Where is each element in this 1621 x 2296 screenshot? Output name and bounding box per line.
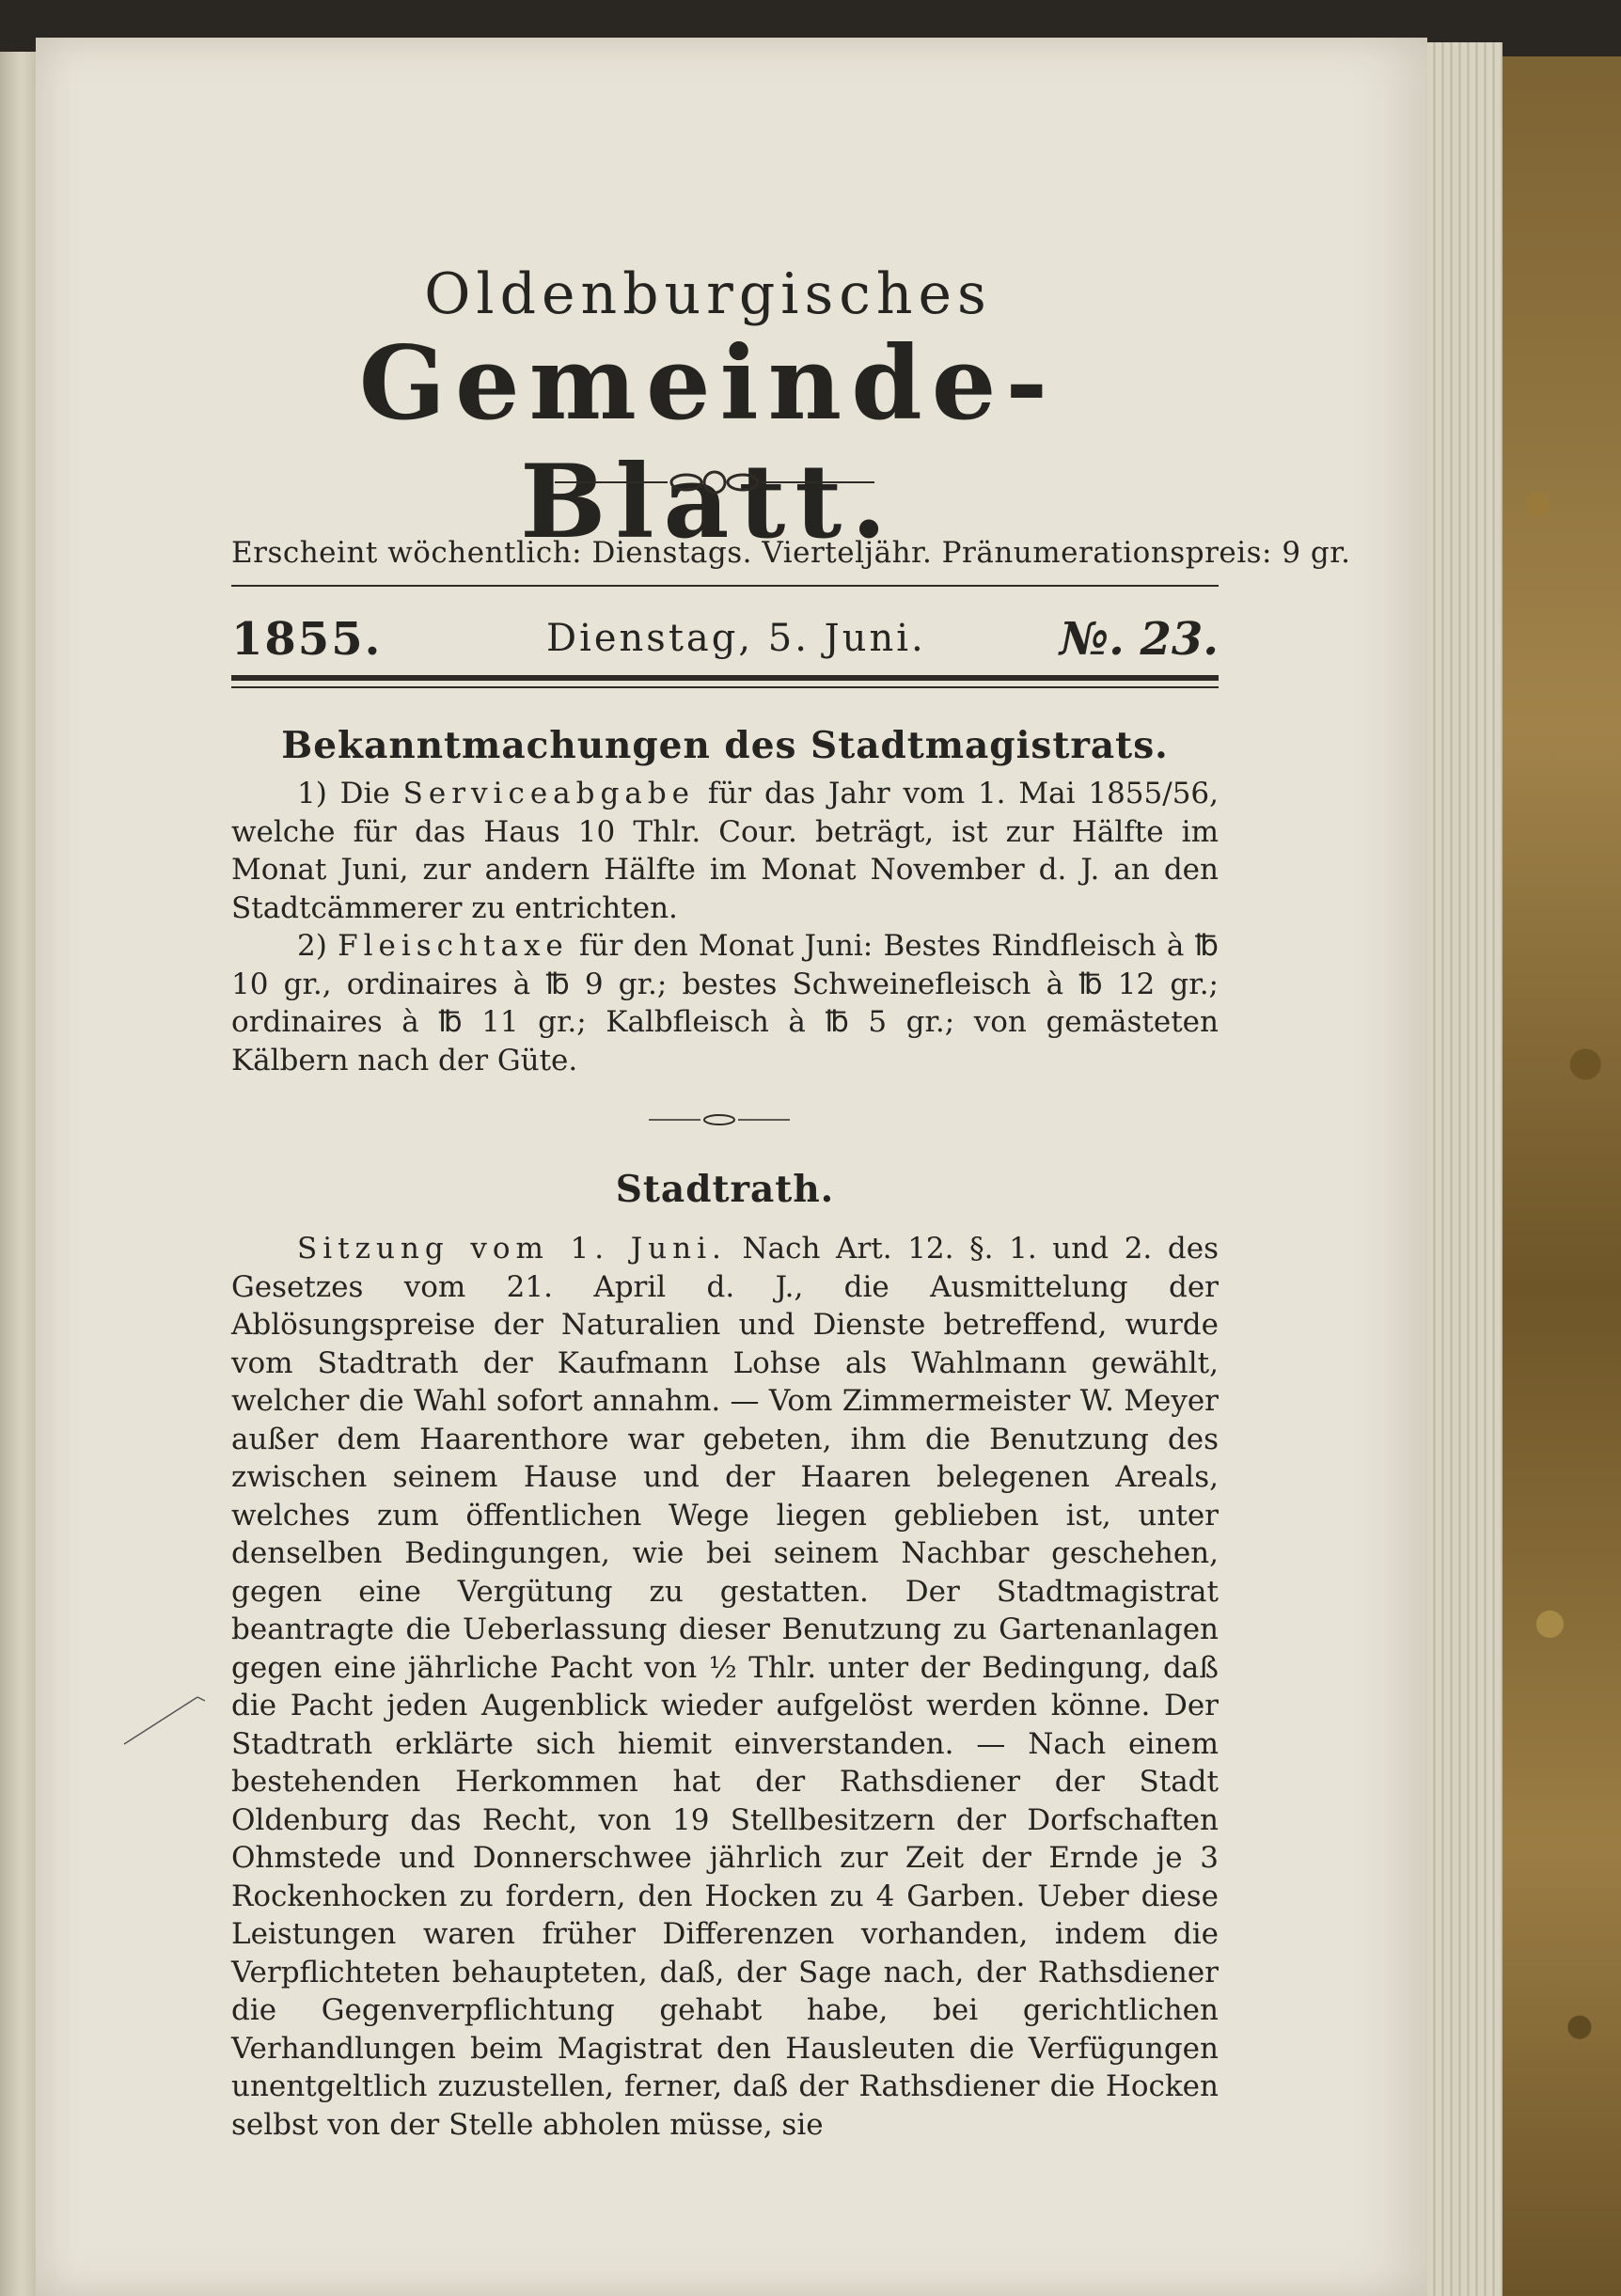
notice-item-1: 1) Die Serviceabgabe für das Jahr vom 1. Mai 1855/56, welche für das Haus 10 Thlr. Cour. beträgt, ist zur Hälfte im Monat Juni, zur andern Hälfte im Monat November d. J. an den Stadtcämmerer zu entrichten. [231, 777, 1219, 925]
notice-item-2: 2) Fleischtaxe für den Monat Juni: Bestes Rindfleisch à ℔ 10 gr., ordinaires à ℔ 9 gr.; bestes Schweinefleisch à ℔ 12 gr.; ordinaires à ℔ 11 gr.; Kalbfleisch à ℔ 5 gr.; von gemästeten Kälbern nach der Güte. [231, 929, 1219, 1077]
issue-line [231, 613, 1219, 666]
section-body-magistrat [231, 775, 1219, 1079]
page [36, 38, 1427, 2296]
stadtrath-paragraph: Sitzung vom 1. Juni. Nach Art. 12. §. 1. und 2. des Gesetzes vom 21. April d. J., die Ausmittelung der Ablösungspreise der Naturalien und Dienste betreffend, wurde vom Stadtrath der Kaufmann Lohse als Wahlmann gewählt, welcher die Wahl sofort annahm. — Vom Zimmermeister W. Meyer außer dem Haarenthore war gebeten, ihm die Benutzung des zwischen seinem Hause und der Haaren belegenen Areals, welches zum öffentlichen Wege liegen geblieben ist, unter denselben Bedingungen, wie bei seinem Nachbar geschehen, gegen eine Vergütung zu gestatten. Der Stadtmagistrat beantragte die Ueberlassung dieser Benutzung zu Gartenanlagen gegen eine jährliche Pacht von ½ Thlr. unter der Bedingung, daß die Pacht jeden Augenblick wieder aufgelöst werden könne. Der Stadtrath erklärte sich hiemit einverstanden. — Nach einem bestehenden Herkommen hat der Rathsdiener der Stadt Oldenburg das Recht, von 19 Stellbesitzern der Dorfschaften Ohmstede und Donnerschwee jährlich zur Zeit der Ernde je 3 Rockenhocken zu fordern, den Hocken zu 4 Garben. Ueber diese Leistungen waren früher Differenzen vorhanden, indem die Verpflichteten behaupteten, daß, der Sage nach, der Rathsdiener die Gegenverpflichtung gehabt habe, bei gerichtlichen Verhandlungen beim Magistrat den Hausleuten die Verfügungen unentgeltlich zuzustellen, ferner, daß der Rathsdiener die Hocken selbst von der Stelle abholen müsse, sie [231, 1232, 1219, 2142]
issue-year: 1855. [231, 613, 383, 666]
section-heading-magistrat: Bekanntmachungen des Stadtmagistrats. [281, 724, 1169, 767]
rule-thin-lower [231, 686, 1219, 688]
masthead-title-line1: Oldenburgisches [424, 261, 992, 327]
section-heading-stadtrath: Stadtrath. [615, 1168, 835, 1211]
masthead-ornament [555, 465, 874, 499]
masthead-title-line2: Gemeinde-Blatt. [358, 324, 1058, 561]
rule-thin [231, 585, 1219, 587]
issue-number: №. 23. [1059, 613, 1219, 666]
section-body-stadtrath [231, 1230, 1219, 2144]
section-divider-ornament [649, 1110, 790, 1129]
issue-date: Dienstag, 5. Juni. [546, 617, 926, 660]
page-block-edges [1427, 42, 1503, 2296]
pencil-mark [122, 1692, 207, 1749]
rule-thick [231, 675, 1219, 681]
book-cover-marbled [1503, 56, 1621, 2296]
left-page-edge [0, 52, 36, 2296]
subscription-line: Erscheint wöchentlich: Dienstags. Vierteljähr. Pränumerationspreis: 9 gr. [231, 536, 1351, 570]
